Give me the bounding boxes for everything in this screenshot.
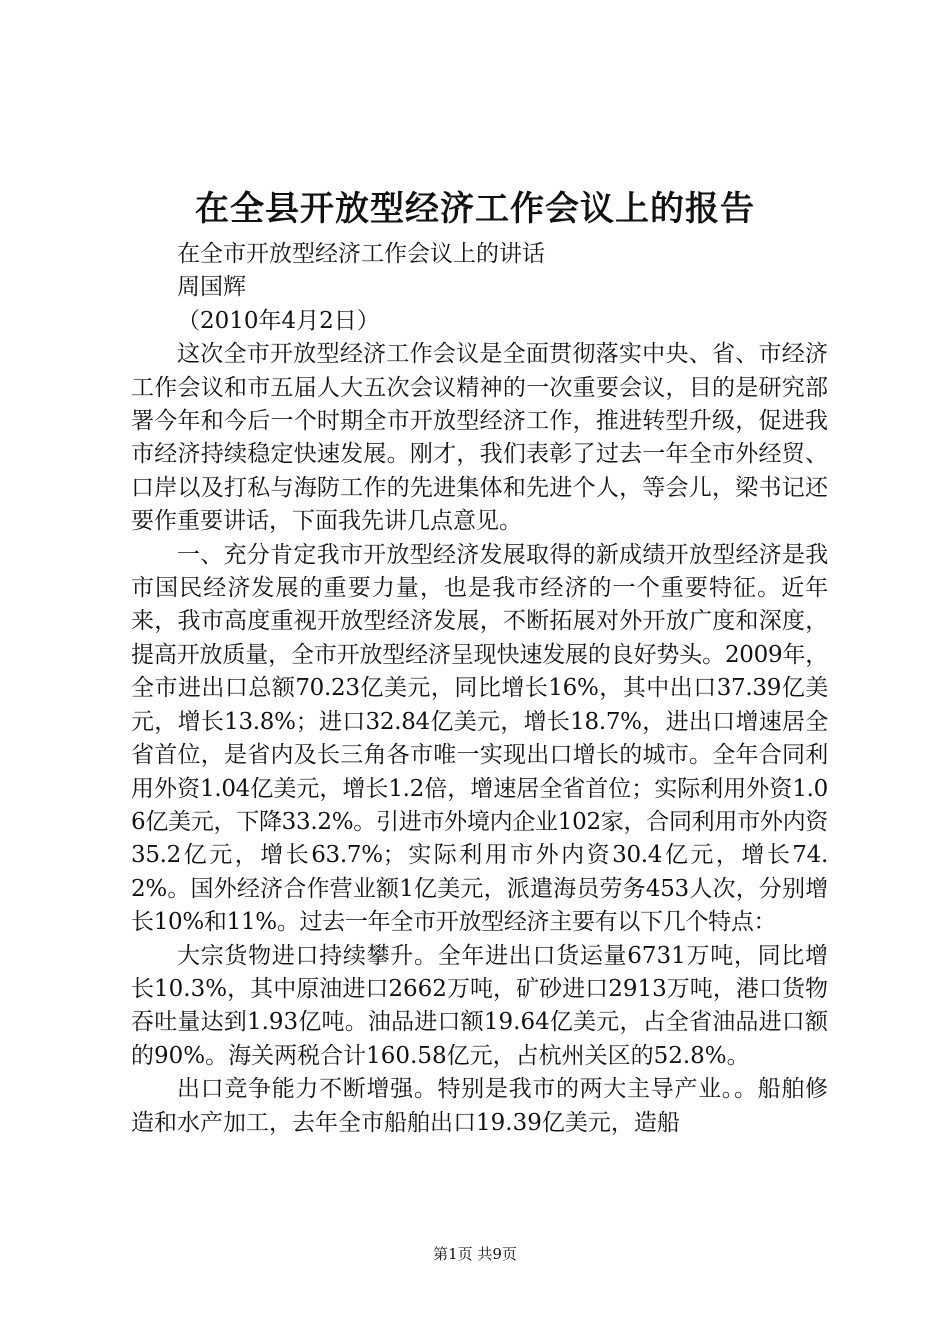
- paragraph-imports: 大宗货物进口持续攀升。全年进出口货运量6731万吨，同比增长10.3%，其中原油进口2662万吨，矿砂进口2913万吨，港口货物吞吐量达到1.93亿吨。油品进口额19.64亿美元，占全省油品进口额的90%。海关两税合计160.58亿元，占杭州关区的52.8%。: [131, 942, 828, 1069]
- speech-date: （2010年4月2日）: [177, 307, 380, 334]
- document-body: [131, 238, 828, 1140]
- speaker-name: 周国辉: [177, 274, 246, 301]
- document-title: 在全县开放型经济工作会议上的报告: [195, 189, 755, 229]
- paragraph-achievements: 一、充分肯定我市开放型经济发展取得的新成绩开放型经济是我市国民经济发展的重要力量，也是我市经济的一个重要特征。近年来，我市高度重视开放型经济发展，不断拓展对外开放广度和深度，提高开放质量，全市开放型经济呈现快速发展的良好势头。2009年，全市进出口总额70.23亿美元，同比增长16%，其中出口37.39亿美元，增长13.8%；进口32.84亿美元，增长18.7%，进出口增速居全省首位，是省内及长三角各市唯一实现出口增长的城市。全年合同利用外资1.04亿美元，增长1.2倍，增速居全省首位；实际利用外资1.06亿美元，下降33.2%。引进市外境内企业102家，合同利用市外内资35.2亿元，增长63.7%；实际利用市外内资30.4亿元，增长74.2%。国外经济合作营业额1亿美元，派遣海员劳务453人次，分别增长10%和11%。过去一年全市开放型经济主要有以下几个特点：: [131, 541, 828, 936]
- page-number: 第1页 共9页: [433, 1245, 517, 1263]
- paragraph-intro: 这次全市开放型经济工作会议是全面贯彻落实中央、省、市经济工作会议和市五届人大五次会议精神的一次重要会议，目的是研究部署今年和今后一个时期全市开放型经济工作，推进转型升级，促进我市经济持续稳定快速发展。刚才，我们表彰了过去一年全市外经贸、口岸以及打私与海防工作的先进集体和先进个人，等会儿，梁书记还要作重要讲话，下面我先讲几点意见。: [131, 341, 828, 535]
- speech-subtitle: 在全市开放型经济工作会议上的讲话: [177, 241, 545, 267]
- paragraph-exports: 出口竞争能力不断增强。特别是我市的两大主导产业。。船舶修造和水产加工，去年全市船舶出口19.39亿美元，造船: [131, 1076, 828, 1136]
